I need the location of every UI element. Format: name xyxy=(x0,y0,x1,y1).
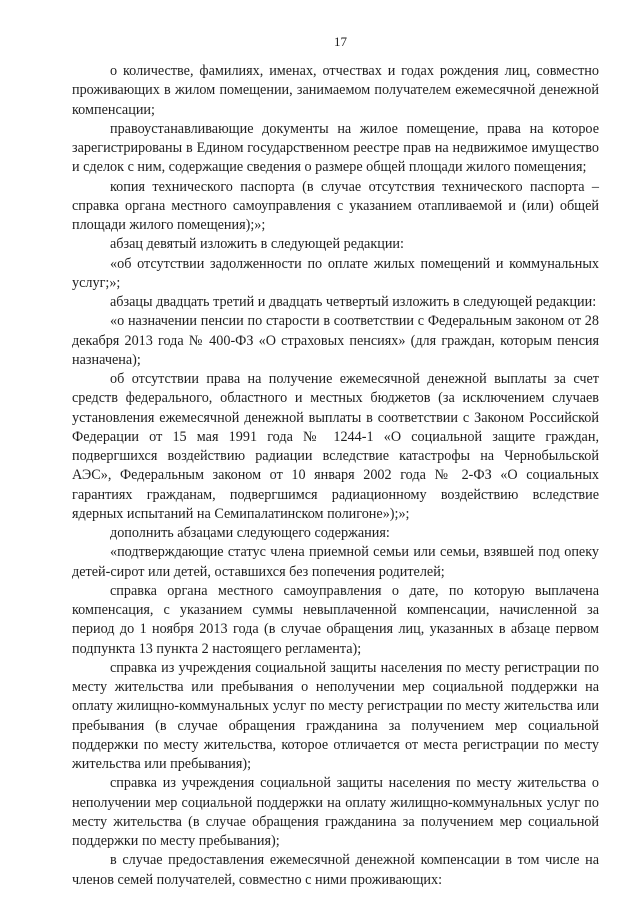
paragraph: дополнить абзацами следующего содержания: xyxy=(110,525,390,541)
paragraph: справка из учреждения социальной защиты населения по месту жительства о неполучении мер социальной поддержки на оплату жилищно-коммунальных услуг по месту жительства (в случае обращения гражданина за получением мер социальной поддержки по месту пребывания); xyxy=(72,775,599,849)
paragraph: копия технического паспорта (в случае отсутствия технического паспорта – справка органа местного самоуправления с указанием отапливаемой и (или) общей площади жилого помещения);»; xyxy=(72,178,599,233)
paragraph: об отсутствии права на получение ежемесячной денежной выплаты за счет средств федерального, областного и местных бюджетов (за исключением случаев установления ежемесячной денежной выплаты в соответствии с Законом Российской Федерации от 15 мая 1991 года № 1244-1 «О социальной защите граждан, подвергшихся воздействию радиации вследствие катастрофы на Чернобыльской АЭС», Федеральным законом от 10 января 2002 года № 2-ФЗ «О социальных гарантиях гражданам, подвергшимся радиационному воздействию вследствие ядерных испытаний на Семипалатинском полигоне»);»; xyxy=(72,371,599,522)
paragraph: правоустанавливающие документы на жилое помещение, права на которое зарегистрированы в Едином государственном реестре прав на недвижимое имущество и сделок с ним, содержащие сведения о размере общей площади жилого помещения; xyxy=(72,120,599,176)
page-number: 17 xyxy=(334,34,347,49)
paragraph: абзац девятый изложить в следующей редакции: xyxy=(110,236,404,253)
paragraph: справка органа местного самоуправления о дате, по которую выплачена компенсация, с указанием суммы невыплаченной компенсации, начисленной за период до 1 ноября 2013 года (в случае обращения лиц, указанных в абзаце первом подпункта 13 пункта 2 настоящего регламента); xyxy=(72,582,599,657)
paragraph: абзацы двадцать третий и двадцать четвертый изложить в следующей редакции: xyxy=(110,294,597,310)
paragraph: «подтверждающие статус члена приемной семьи или семьи, взявшей под опеку детей-сирот или детей, оставшихся без попечения родителей; xyxy=(72,544,599,580)
paragraph: справка из учреждения социальной защиты населения по месту регистрации по месту жительства или пребывания о неполучении мер социальной поддержки на оплату жилищно-коммунальных услуг по месту регистрации по месту жительства или пребывания (в случае обращения гражданина за получением мер социальной поддержки по месту жительства, которое отличается от места регистрации по месту жительства или пребывания); xyxy=(72,659,599,772)
document-body xyxy=(72,62,599,890)
paragraph: в случае предоставления ежемесячной денежной компенсации в том числе на членов семей получателей, совместно с ними проживающих: xyxy=(72,852,599,888)
paragraph: «о назначении пенсии по старости в соответствии с Федеральным законом от 28 декабря 2013 года № 400-ФЗ «О страховых пенсиях» (для граждан, которым пенсия назначена); xyxy=(72,313,599,368)
paragraph: о количестве, фамилиях, именах, отчествах и годах рождения лиц, совместно проживающих в жилом помещении, занимаемом получателем ежемесячной денежной компенсации; xyxy=(72,63,599,118)
paragraph: «об отсутствии задолженности по оплате жилых помещений и коммунальных услуг;»; xyxy=(72,255,599,291)
